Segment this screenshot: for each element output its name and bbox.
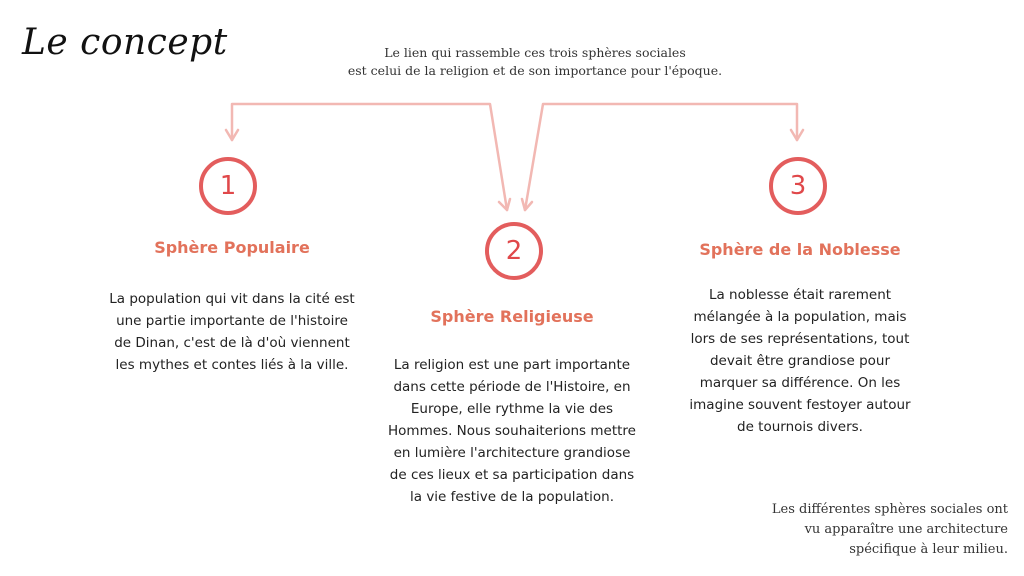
page-title: Le concept	[22, 22, 228, 63]
description-line: en lumière l'architecture grandiose	[393, 445, 631, 461]
description-line: La religion est une part importante	[393, 357, 631, 373]
description-line: les mythes et contes liés à la ville.	[115, 357, 349, 373]
description-line: La population qui vit dans la cité est	[109, 291, 355, 307]
description-line: lors de ses représentations, tout	[690, 331, 910, 347]
description-line: une partie importante de l'histoire	[116, 313, 348, 329]
sphere-number: 2	[505, 236, 523, 266]
description-line: marquer sa différence. On les	[699, 375, 901, 391]
description-line: de Dinan, c'est de là d'où viennent	[114, 335, 350, 351]
connector-line-right	[525, 104, 797, 210]
closing-note	[708, 500, 1008, 560]
description-line: imagine souvent festoyer autour	[689, 397, 911, 413]
note-line: spécifique à leur milieu.	[849, 542, 1008, 557]
sphere-description-religieuse	[362, 354, 662, 508]
description-line: Hommes. Nous souhaiterions mettre	[388, 423, 636, 439]
description-line: La noblesse était rarement	[708, 287, 892, 303]
description-line: Europe, elle rythme la vie des	[410, 401, 614, 417]
description-line: dans cette période de l'Histoire, en	[393, 379, 631, 395]
sphere-description-noblesse	[650, 284, 950, 438]
description-line: devait être grandiose pour	[709, 353, 890, 369]
sphere-number-circle-2	[485, 222, 543, 280]
sphere-heading-religieuse: Sphère Religieuse	[430, 307, 594, 326]
intro-line: Le lien qui rassemble ces trois sphères sociales	[384, 45, 686, 60]
sphere-number: 3	[789, 171, 807, 201]
description-line: la vie festive de la population.	[410, 489, 614, 505]
sphere-number: 1	[219, 171, 237, 201]
description-line: de ces lieux et sa participation dans	[389, 467, 635, 483]
sphere-heading-populaire: Sphère Populaire	[154, 238, 310, 257]
sphere-number-circle-3	[769, 157, 827, 215]
intro-line: est celui de la religion et de son importance pour l'époque.	[347, 63, 723, 78]
sphere-number-circle-1	[199, 157, 257, 215]
sphere-heading-noblesse: Sphère de la Noblesse	[699, 240, 901, 259]
note-line: Les différentes sphères sociales ont	[771, 502, 1008, 517]
description-line: de tournois divers.	[737, 419, 863, 435]
description-line: mélangée à la population, mais	[693, 309, 907, 325]
connector-line-left	[232, 104, 507, 210]
note-line: vu apparaître une architecture	[804, 522, 1008, 537]
sphere-description-populaire	[82, 288, 382, 376]
